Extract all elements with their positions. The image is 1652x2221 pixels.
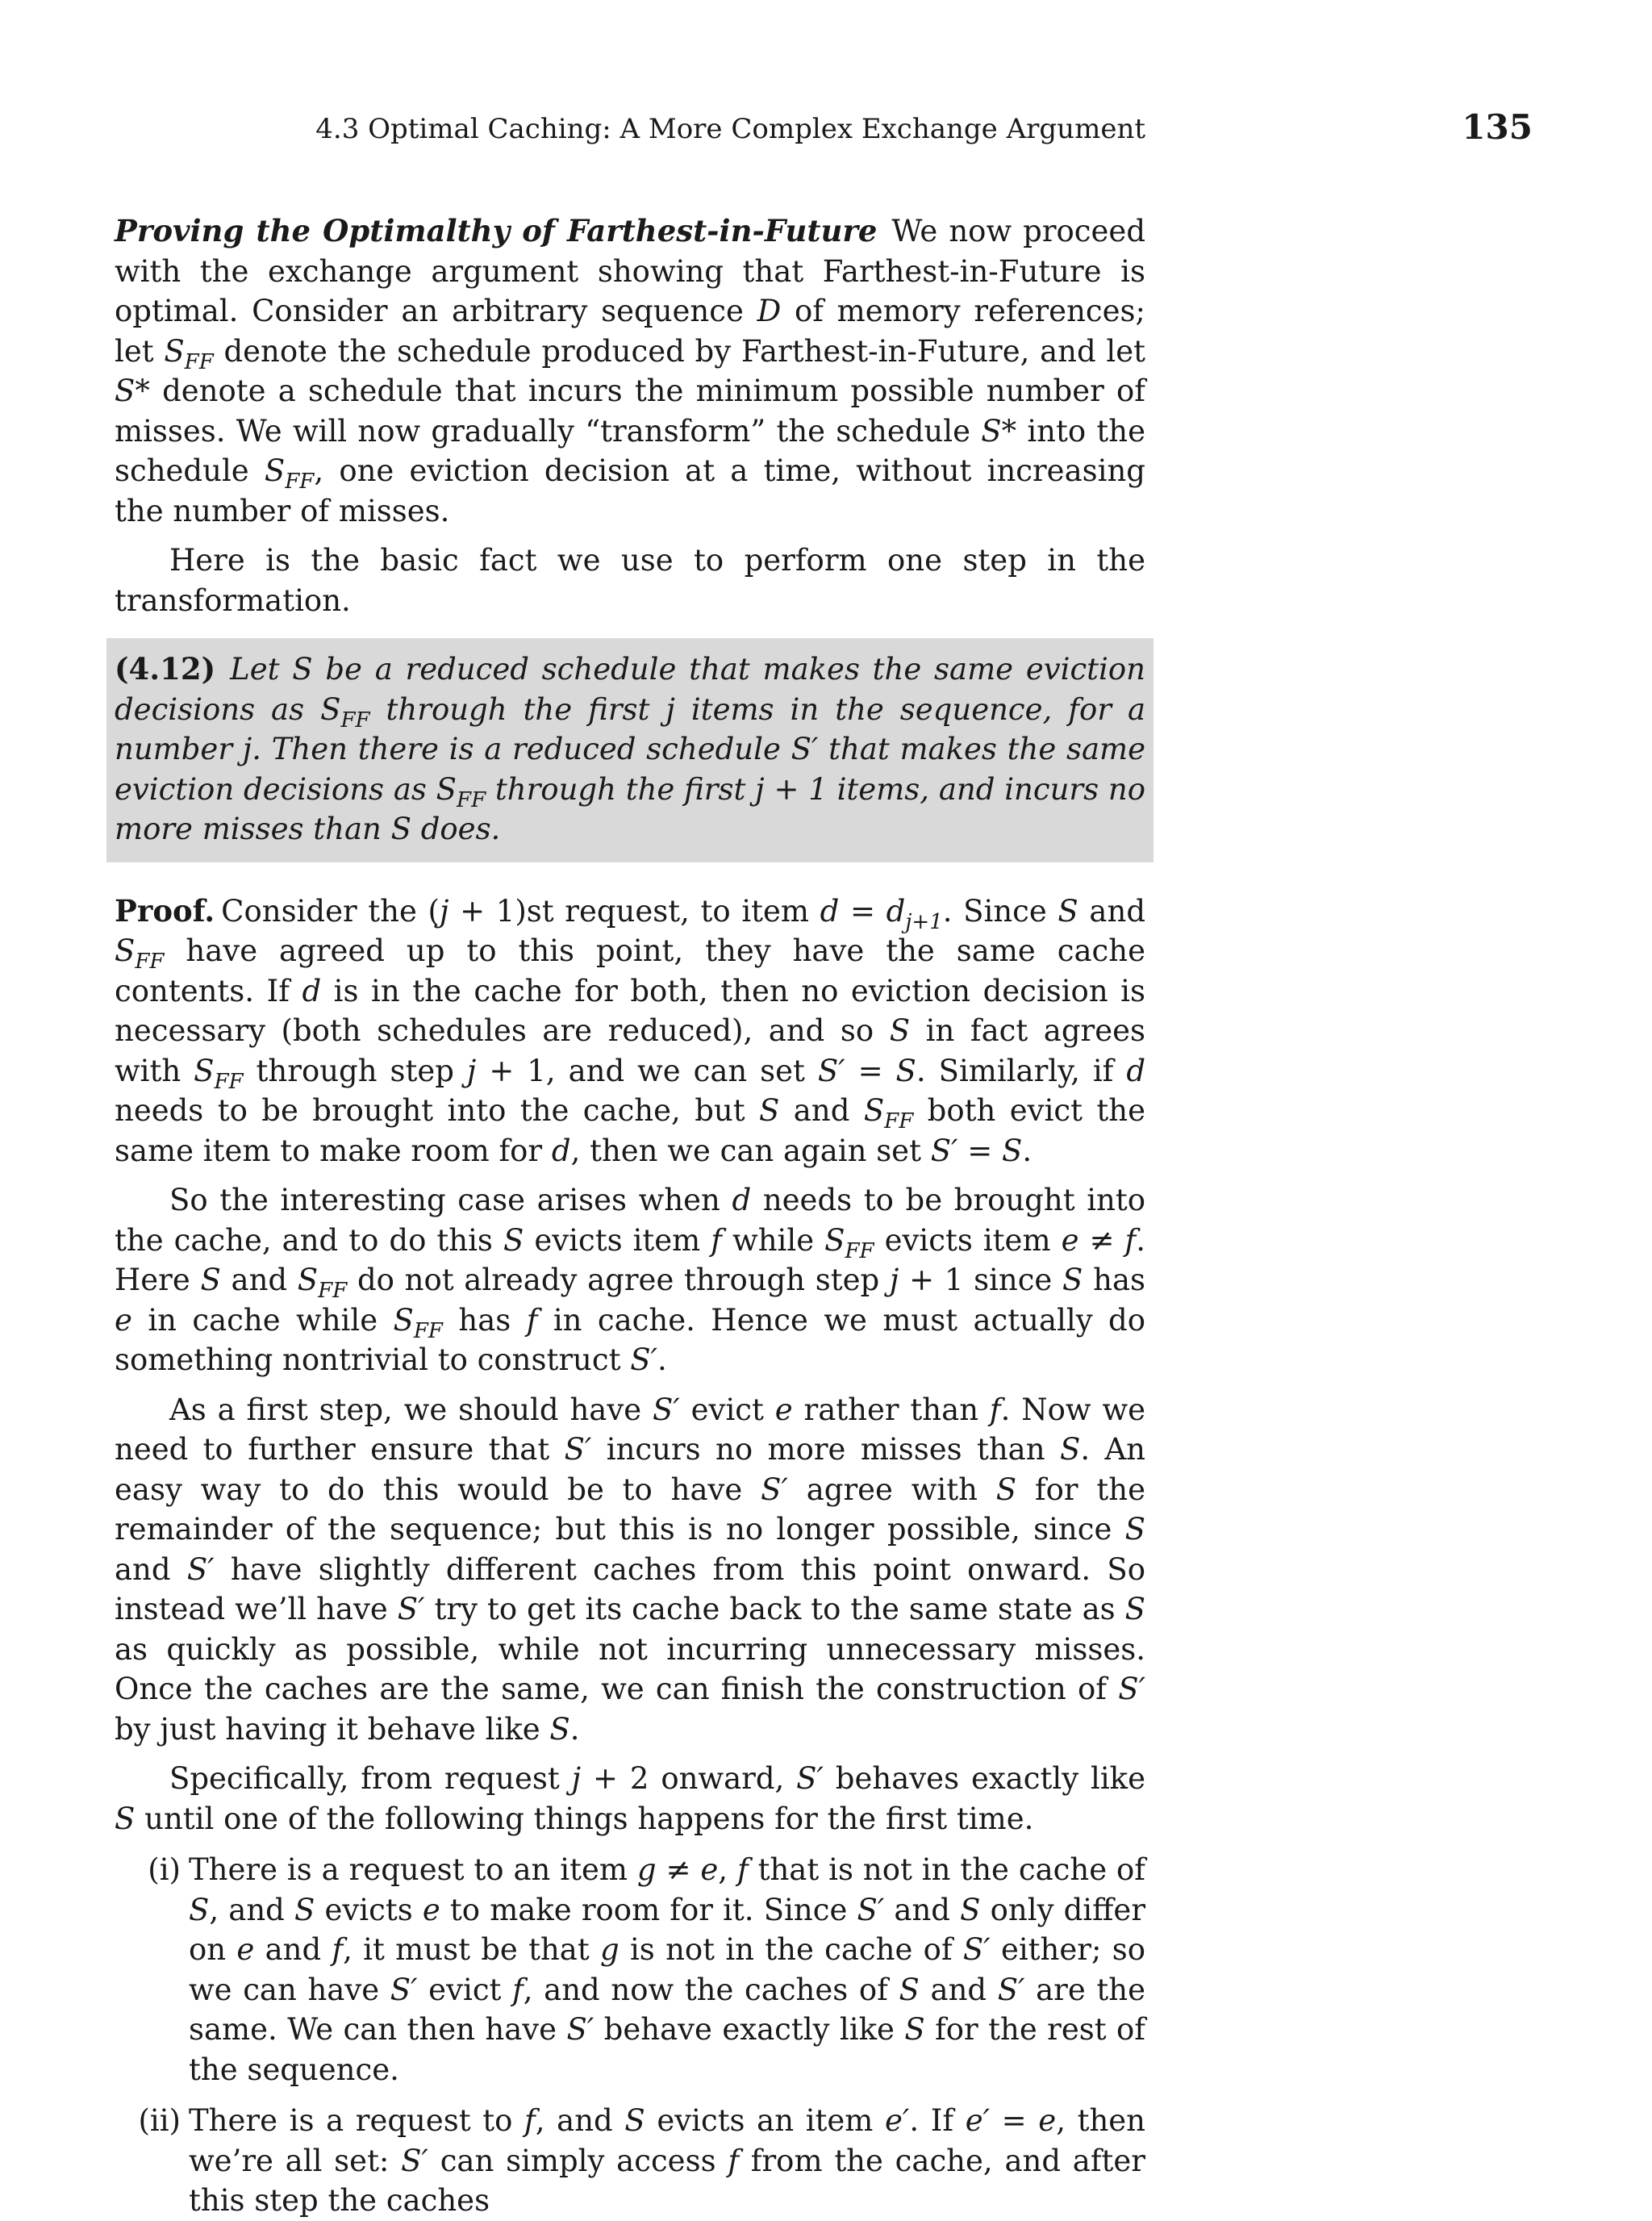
page-body <box>115 211 1145 2221</box>
proof-paragraph-4: Specifically, from request j + 2 onward, S′ behaves exactly like S until one of the following things happens for the first time. <box>115 1761 1145 1836</box>
claim-label: (4.12) <box>115 651 216 687</box>
section-paragraph-1 <box>115 211 1145 531</box>
paragraph-text: Consider the (j + 1)st request, to item $d = d_{j+1}$. Since S and $S_{FF}$ have agreed up to this point, they have the same cache contents. If d is in the cache for both, then no eviction decision is necessary (both schedules are reduced), and so S in fact agrees with $S_{FF}$ through step j + 1, and we can set S′ = S. Similarly, if d needs to be brought into the cache, but S and $S_{FF}$ both evict the same item to make room for d, then we can again set S′ = S. <box>115 893 1146 1168</box>
list-item-number: (i) <box>148 1852 181 1887</box>
running-head: 4.3 Optimal Caching: A More Complex Exchange Argument <box>315 113 1145 145</box>
list-item-text: There is a request to f, and S evicts an item e′. If e′ = e, then we’re all set: S′ can simply access f from the cache, and after this step the caches <box>189 2103 1146 2218</box>
list-item <box>115 2101 1145 2221</box>
proof-paragraph-1 <box>115 891 1145 1171</box>
claim-box <box>106 638 1153 862</box>
proof-label: Proof. <box>115 892 215 929</box>
proof-paragraph-3: As a first step, we should have S′ evict e rather than f. Now we need to further ensure that S′ incurs no more misses than S. An easy way to do this would be to have S′ agree with S for the remainder of the sequence; but this is no longer possible, since S and S′ have slightly different caches from this point onward. So instead we’ll have S′ try to get its cache back to the same state as S as quickly as possible, while not incurring unnecessary misses. Once the caches are the same, we can finish the construction of S′ by just having it behave like S. <box>115 1392 1146 1747</box>
list-item-number: (ii) <box>138 2103 181 2138</box>
list-item <box>115 1850 1145 2089</box>
claim-statement <box>115 649 1145 850</box>
claim-text: Let S be a reduced schedule that makes the same eviction decisions as $S_{FF}$ through the first j items in the sequence, for a number j. Then there is a reduced schedule S′ that makes the same eviction decisions as $S_{FF}$ through the first j + 1 items, and incurs no more misses than S does. <box>115 652 1146 846</box>
proof-paragraph-2: So the interesting case arises when d needs to be brought into the cache, and to do this S evicts item f while $S_{FF}$ evicts item e ≠ f. Here S and $S_{FF}$ do not already agree through step j + 1 since S has e in cache while $S_{FF}$ has f in cache. Hence we must actually do something nontrivial to construct S′. <box>115 1183 1145 1377</box>
page-number: 135 <box>1462 107 1533 147</box>
list-item-text: There is a request to an item g ≠ e, f that is not in the cache of S, and S evicts e to make room for it. Since S′ and S only differ on e and f, it must be that g is not in the cache of S′ either; so we can have S′ evict f, and now the caches of S and S′ are the same. We can then have S′ behave exactly like S for the rest of the sequence. <box>189 1852 1146 2087</box>
section-heading: Proving the Optimalthy of Farthest-in-Future <box>115 213 878 248</box>
section-paragraph-2: Here is the basic fact we use to perform one step in the transformation. <box>115 543 1145 618</box>
paragraph-text: We now proceed with the exchange argument showing that Farthest-in-Future is optimal. Consider an arbitrary sequence D of memory references; let $S_{FF}$ denote the schedule produced by Farthest-in-Future, and let S* denote a schedule that incurs the minimum possible number of misses. We will now gradually “transform” the schedule S* into the schedule $S_{FF}$, one eviction decision at a time, without increasing the number of misses. <box>115 214 1145 528</box>
